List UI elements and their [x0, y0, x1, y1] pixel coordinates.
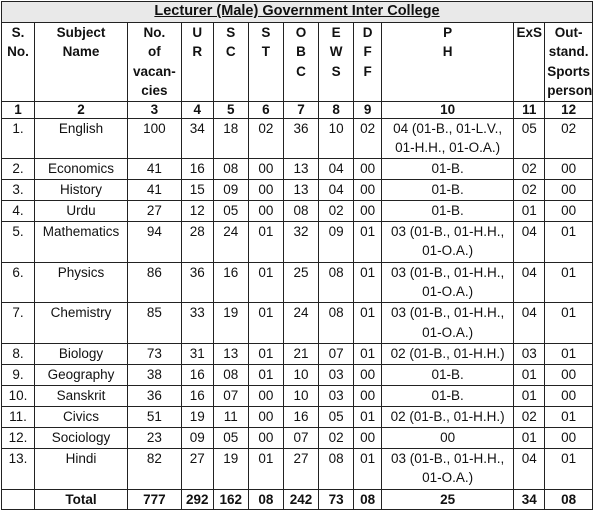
column-header-line: W — [329, 44, 343, 59]
column-header-line: P — [443, 24, 453, 40]
column-header — [283, 22, 318, 101]
column-number-row — [2, 101, 593, 118]
table-row — [2, 159, 593, 180]
cell-vac: 36 — [128, 386, 182, 407]
cell-ur: 31 — [181, 344, 213, 365]
cell-subject: English — [35, 118, 128, 159]
cell-ews: 04 — [319, 180, 354, 201]
cell-sports: 01 — [545, 344, 593, 365]
cell-st: 00 — [248, 201, 283, 222]
column-header — [319, 22, 354, 101]
cell-ur: 16 — [181, 159, 213, 180]
cell-sports: 01 — [545, 221, 593, 262]
cell-obc: 13 — [283, 159, 318, 180]
cell-exs: 02 — [514, 406, 545, 427]
column-header — [248, 22, 283, 101]
column-header-line: H — [442, 44, 453, 59]
column-header-line: Subject — [56, 24, 106, 40]
cell-vac: 41 — [128, 180, 182, 201]
table-title: Lecturer (Male) Government Inter College — [2, 2, 593, 23]
column-number: 11 — [514, 101, 545, 118]
cell-exs: 05 — [514, 118, 545, 159]
cell-dff: 01 — [354, 406, 382, 427]
cell-exs: 01 — [514, 386, 545, 407]
cell-exs: 04 — [514, 303, 545, 344]
cell-sc: 19 — [213, 448, 248, 489]
cell-ur: 15 — [181, 180, 213, 201]
table-body — [2, 118, 593, 489]
cell-sports: 01 — [545, 303, 593, 344]
cell-subject: Economics — [35, 159, 128, 180]
ph-line: 00 — [440, 429, 456, 445]
cell-subject: Hindi — [35, 448, 128, 489]
cell-ur: 27 — [181, 448, 213, 489]
cell-ews: 02 — [319, 201, 354, 222]
cell-ph — [382, 427, 514, 448]
cell-dff: 00 — [354, 180, 382, 201]
column-header-line: No. — [143, 24, 166, 40]
cell-exs: 03 — [514, 344, 545, 365]
column-number: 5 — [213, 101, 248, 118]
column-header-line: S — [331, 63, 341, 79]
cell-obc: 10 — [283, 386, 318, 407]
cell-vac: 86 — [128, 262, 182, 303]
cell-sc: 09 — [213, 180, 248, 201]
column-header-line: Sports — [547, 63, 590, 79]
column-header — [2, 22, 35, 101]
column-header-line: Name — [62, 44, 100, 59]
column-number: 1 — [2, 101, 35, 118]
cell-sports: 00 — [545, 427, 593, 448]
cell-sports: 01 — [545, 406, 593, 427]
column-header-line: S — [261, 24, 271, 40]
cell-exs: 04 — [514, 262, 545, 303]
ph-line: 02 (01-B., 01-H.H.) — [390, 346, 505, 362]
cell-dff: 00 — [354, 386, 382, 407]
cell-sno: 1. — [2, 118, 35, 159]
cell-ews: 04 — [319, 159, 354, 180]
ph-line: 03 (01-B., 01-H.H., — [390, 264, 505, 280]
ph-line: 01-B. — [431, 182, 464, 198]
cell-vac: 51 — [128, 406, 182, 427]
column-header-line: B — [296, 44, 306, 59]
cell-st: 00 — [248, 159, 283, 180]
cell-obc: 21 — [283, 344, 318, 365]
cell-ph — [382, 448, 514, 489]
cell-ur: 34 — [181, 118, 213, 159]
header-row — [2, 22, 593, 101]
cell-obc: 13 — [283, 180, 318, 201]
cell-dff: 02 — [354, 118, 382, 159]
cell-sc: 18 — [213, 118, 248, 159]
cell-sno: 12. — [2, 427, 35, 448]
ph-line: 03 (01-B., 01-H.H., — [390, 305, 505, 321]
ph-line: 01-H.H., 01-O.A.) — [395, 140, 501, 155]
cell-dff: 01 — [354, 448, 382, 489]
cell-ur: 16 — [181, 365, 213, 386]
table-row — [2, 427, 593, 448]
cell-sno: 13. — [2, 448, 35, 489]
cell-obc: 16 — [283, 406, 318, 427]
cell-vac: 27 — [128, 201, 182, 222]
column-header-line: C — [225, 44, 236, 59]
cell-obc: 08 — [283, 201, 318, 222]
cell-subject: Biology — [35, 344, 128, 365]
cell-subject: Geography — [35, 365, 128, 386]
cell-sc: 05 — [213, 201, 248, 222]
ph-line: 01-O.A.) — [422, 324, 474, 340]
column-header — [128, 22, 182, 101]
cell-obc: 27 — [283, 448, 318, 489]
total-sno — [2, 489, 35, 510]
cell-sc: 19 — [213, 303, 248, 344]
cell-ur: 36 — [181, 262, 213, 303]
cell-sno: 3. — [2, 180, 35, 201]
cell-exs: 01 — [514, 365, 545, 386]
cell-subject: Sociology — [35, 427, 128, 448]
column-header-line: vacan- — [132, 63, 176, 79]
cell-sc: 16 — [213, 262, 248, 303]
cell-obc: 10 — [283, 365, 318, 386]
cell-ews: 08 — [319, 448, 354, 489]
ph-line: 01-O.A.) — [422, 284, 474, 300]
cell-vac: 73 — [128, 344, 182, 365]
cell-vac: 100 — [128, 118, 182, 159]
cell-sports: 00 — [545, 365, 593, 386]
cell-sno: 10. — [2, 386, 35, 407]
column-header-line: E — [331, 24, 341, 40]
cell-ews: 03 — [319, 365, 354, 386]
column-number: 6 — [248, 101, 283, 118]
cell-ews: 03 — [319, 386, 354, 407]
cell-exs: 02 — [514, 180, 545, 201]
cell-sports: 01 — [545, 262, 593, 303]
cell-obc: 36 — [283, 118, 318, 159]
cell-dff: 01 — [354, 303, 382, 344]
cell-sno: 6. — [2, 262, 35, 303]
cell-st: 02 — [248, 118, 283, 159]
table-row — [2, 303, 593, 344]
total-dff: 08 — [354, 489, 382, 510]
ph-line: 01-B. — [431, 367, 464, 383]
column-number: 9 — [354, 101, 382, 118]
total-ur: 292 — [181, 489, 213, 510]
cell-ur: 16 — [181, 386, 213, 407]
total-st: 08 — [248, 489, 283, 510]
table-row — [2, 406, 593, 427]
column-header-line: ExS — [516, 24, 542, 40]
cell-subject: Mathematics — [35, 221, 128, 262]
total-exs: 34 — [514, 489, 545, 510]
cell-exs: 04 — [514, 221, 545, 262]
cell-sno: 9. — [2, 365, 35, 386]
cell-sc: 05 — [213, 427, 248, 448]
column-header — [354, 22, 382, 101]
cell-ph — [382, 159, 514, 180]
column-header-line: S — [226, 24, 236, 40]
cell-obc: 32 — [283, 221, 318, 262]
column-header-line: No. — [7, 44, 29, 59]
cell-ews: 08 — [319, 262, 354, 303]
cell-vac: 41 — [128, 159, 182, 180]
cell-sc: 08 — [213, 159, 248, 180]
cell-obc: 07 — [283, 427, 318, 448]
cell-st: 01 — [248, 262, 283, 303]
table-row — [2, 386, 593, 407]
column-header — [545, 22, 593, 101]
cell-sc: 24 — [213, 221, 248, 262]
table-row — [2, 221, 593, 262]
column-number: 2 — [35, 101, 128, 118]
cell-st: 01 — [248, 221, 283, 262]
cell-subject: Chemistry — [35, 303, 128, 344]
cell-subject: Urdu — [35, 201, 128, 222]
column-header-line: C — [296, 63, 306, 79]
cell-ews: 08 — [319, 303, 354, 344]
cell-subject: History — [35, 180, 128, 201]
column-header-line: person — [547, 83, 593, 98]
column-header-line: Out- — [554, 24, 583, 40]
cell-sports: 00 — [545, 201, 593, 222]
cell-exs: 04 — [514, 448, 545, 489]
cell-vac: 38 — [128, 365, 182, 386]
column-header-line: cies — [141, 83, 168, 98]
cell-ews: 02 — [319, 427, 354, 448]
cell-sno: 7. — [2, 303, 35, 344]
table-row — [2, 262, 593, 303]
cell-sno: 5. — [2, 221, 35, 262]
cell-st: 01 — [248, 344, 283, 365]
column-number: 4 — [181, 101, 213, 118]
column-header — [35, 22, 128, 101]
total-sc: 162 — [213, 489, 248, 510]
cell-sports: 00 — [545, 180, 593, 201]
cell-ph — [382, 221, 514, 262]
cell-ews: 09 — [319, 221, 354, 262]
cell-ph — [382, 406, 514, 427]
ph-line: 01-B. — [431, 388, 464, 404]
total-ews: 73 — [319, 489, 354, 510]
cell-ur: 33 — [181, 303, 213, 344]
cell-sno: 11. — [2, 406, 35, 427]
total-sports: 08 — [545, 489, 593, 510]
cell-ews: 05 — [319, 406, 354, 427]
column-header-line: stand. — [548, 44, 589, 59]
cell-dff: 01 — [354, 344, 382, 365]
cell-sno: 4. — [2, 201, 35, 222]
cell-exs: 01 — [514, 201, 545, 222]
total-label: Total — [35, 489, 128, 510]
cell-vac: 23 — [128, 427, 182, 448]
cell-st: 00 — [248, 427, 283, 448]
total-ph: 25 — [382, 489, 514, 510]
cell-vac: 94 — [128, 221, 182, 262]
column-number: 12 — [545, 101, 593, 118]
cell-ph — [382, 386, 514, 407]
cell-ur: 19 — [181, 406, 213, 427]
column-header — [382, 22, 514, 101]
ph-line: 03 (01-B., 01-H.H., — [390, 223, 505, 239]
column-header — [181, 22, 213, 101]
vacancy-table — [1, 1, 593, 510]
ph-line: 04 (01-B., 01-L.V., — [393, 120, 503, 136]
cell-subject: Civics — [35, 406, 128, 427]
cell-sports: 02 — [545, 118, 593, 159]
ph-line: 03 (01-B., 01-H.H., — [390, 450, 505, 466]
cell-ph — [382, 180, 514, 201]
cell-ph — [382, 365, 514, 386]
column-number: 3 — [128, 101, 182, 118]
cell-obc: 24 — [283, 303, 318, 344]
cell-st: 00 — [248, 386, 283, 407]
ph-line: 01-O.A.) — [422, 243, 474, 259]
table-row — [2, 448, 593, 489]
column-number: 7 — [283, 101, 318, 118]
table-row — [2, 118, 593, 159]
cell-exs: 02 — [514, 159, 545, 180]
cell-st: 01 — [248, 448, 283, 489]
cell-sno: 2. — [2, 159, 35, 180]
column-number: 8 — [319, 101, 354, 118]
cell-ph — [382, 262, 514, 303]
cell-sno: 8. — [2, 344, 35, 365]
column-header-line: R — [192, 44, 203, 59]
cell-ph — [382, 344, 514, 365]
column-header-line: D — [362, 24, 373, 40]
cell-ph — [382, 118, 514, 159]
cell-dff: 00 — [354, 201, 382, 222]
cell-ur: 09 — [181, 427, 213, 448]
cell-sports: 01 — [545, 448, 593, 489]
cell-exs: 01 — [514, 427, 545, 448]
column-number: 10 — [382, 101, 514, 118]
cell-ur: 28 — [181, 221, 213, 262]
cell-ews: 10 — [319, 118, 354, 159]
cell-vac: 82 — [128, 448, 182, 489]
ph-line: 02 (01-B., 01-H.H.) — [390, 408, 505, 424]
total-obc: 242 — [283, 489, 318, 510]
table-row — [2, 201, 593, 222]
cell-obc: 25 — [283, 262, 318, 303]
table-row — [2, 365, 593, 386]
column-header — [514, 22, 545, 101]
table-row — [2, 180, 593, 201]
column-header-line: F — [363, 44, 372, 59]
column-header-line: F — [363, 63, 372, 79]
column-header — [213, 22, 248, 101]
cell-st: 00 — [248, 406, 283, 427]
ph-line: 01-B. — [431, 161, 464, 177]
cell-ur: 12 — [181, 201, 213, 222]
cell-dff: 00 — [354, 427, 382, 448]
column-header-line: U — [192, 24, 203, 40]
cell-sc: 08 — [213, 365, 248, 386]
cell-dff: 00 — [354, 365, 382, 386]
column-header-line: O — [295, 24, 307, 40]
cell-ph — [382, 303, 514, 344]
cell-subject: Physics — [35, 262, 128, 303]
column-header-line: of — [147, 44, 161, 59]
cell-sports: 00 — [545, 386, 593, 407]
cell-st: 01 — [248, 303, 283, 344]
total-row — [2, 489, 593, 510]
cell-vac: 85 — [128, 303, 182, 344]
ph-line: 01-B. — [431, 203, 464, 219]
cell-sports: 00 — [545, 159, 593, 180]
cell-st: 00 — [248, 180, 283, 201]
cell-dff: 01 — [354, 262, 382, 303]
cell-subject: Sanskrit — [35, 386, 128, 407]
total-vacancies: 777 — [128, 489, 182, 510]
cell-sc: 13 — [213, 344, 248, 365]
cell-dff: 01 — [354, 221, 382, 262]
cell-dff: 00 — [354, 159, 382, 180]
column-header-line: T — [261, 44, 270, 59]
cell-sc: 07 — [213, 386, 248, 407]
cell-sc: 11 — [213, 406, 248, 427]
table-row — [2, 344, 593, 365]
cell-ews: 07 — [319, 344, 354, 365]
column-header-line: S. — [11, 24, 25, 40]
cell-st: 01 — [248, 365, 283, 386]
cell-ph — [382, 201, 514, 222]
ph-line: 01-O.A.) — [422, 470, 474, 486]
